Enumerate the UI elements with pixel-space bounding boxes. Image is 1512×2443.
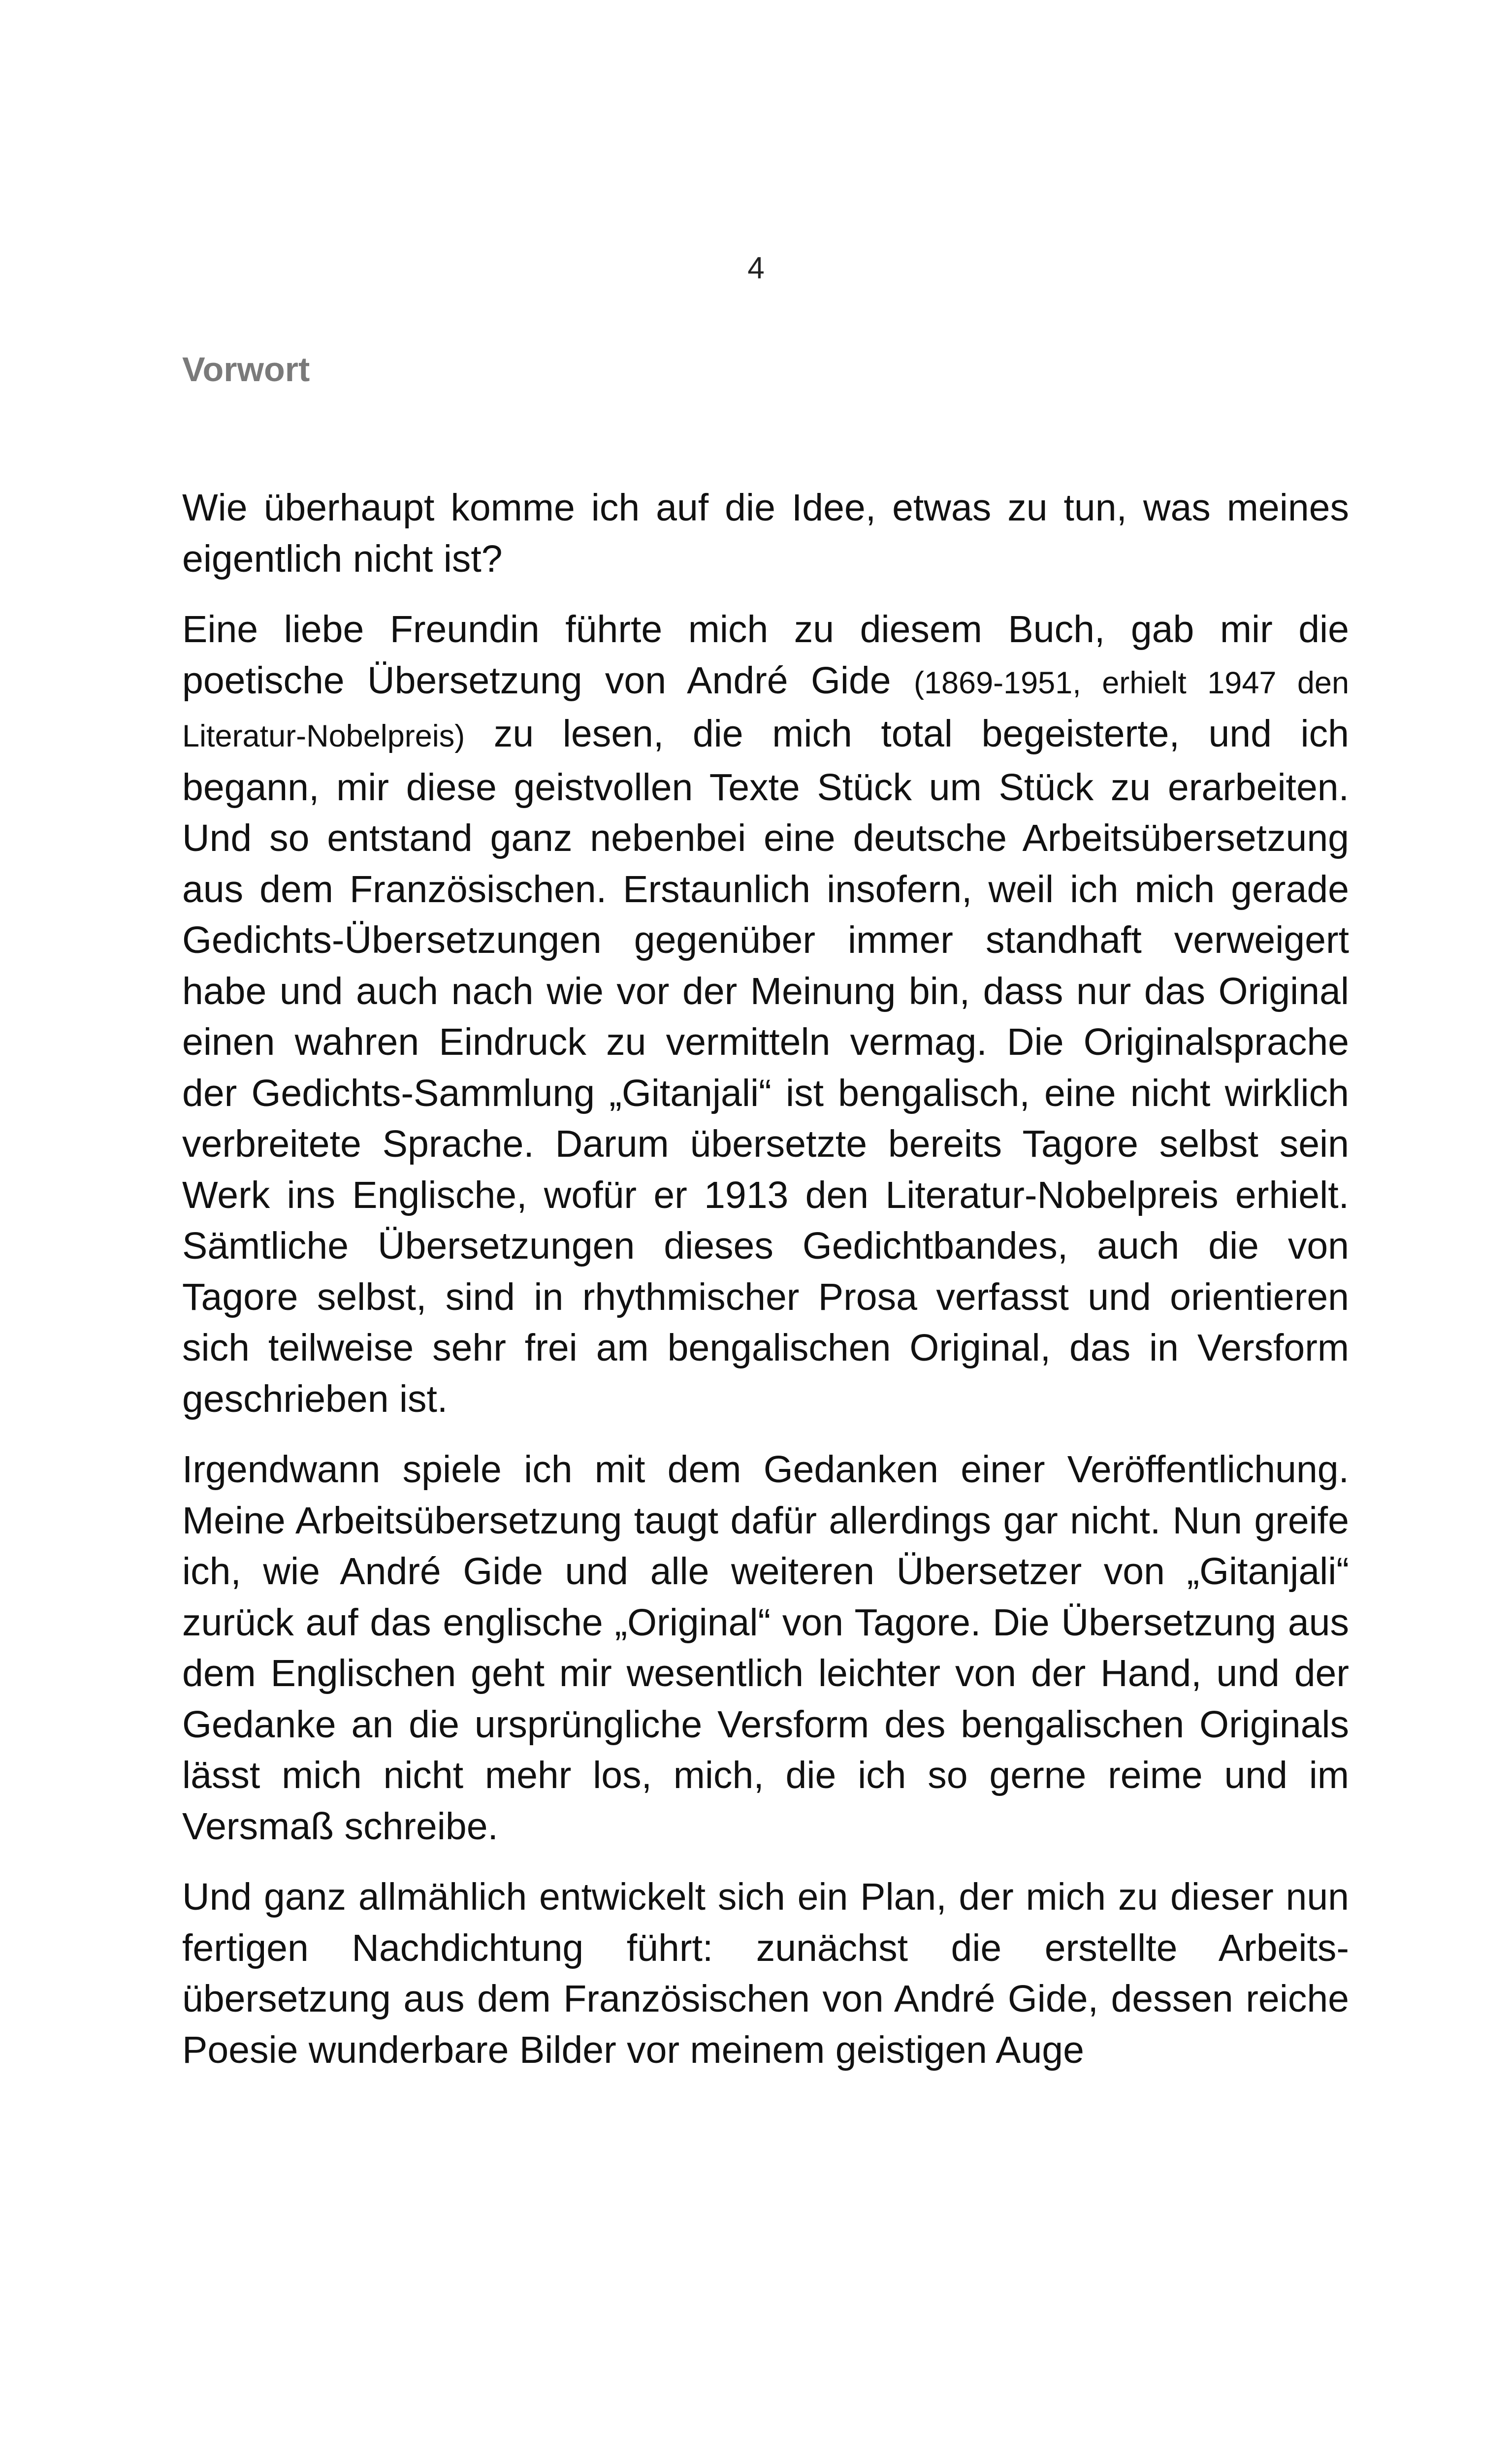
paragraph-2-text-a: Eine liebe Freundin führte mich zu diesem Buch, gab mir die poetische Übersetzung von André Gide <box>182 608 1349 702</box>
paragraph-2 <box>182 604 1349 1425</box>
paragraph-3: Irgendwann spiele ich mit dem Gedanken einer Veröffentlichung. Meine Arbeitsübersetzung taugt dafür allerdings gar nicht. Nun greife ich, wie André Gide und alle weiteren Übersetzer von „Gitanjali“ zurück auf das englische „Original“ von Tagore. Die Übersetzung aus dem Englischen geht mir wesentlich leichter von der Hand, und der Gedanke an die ursprüngliche Versform des bengalischen Originals lässt mich nicht mehr los, mich, die ich so gerne reime und im Versmaß schreibe. <box>182 1448 1349 1848</box>
paragraph-2-parenthetical: (1869-1951, erhielt 1947 den Literatur-Nobelpreis) <box>182 665 1349 753</box>
page-number: 4 <box>747 251 765 285</box>
paragraph-1: Wie überhaupt komme ich auf die Idee, etwas zu tun, was meines eigentlich nicht ist? <box>182 487 1349 580</box>
paragraph-2-text-b: zu lesen, die mich total begeisterte, und ich begann, mir diese geistvollen Texte Stück um Stück zu erarbeiten. Und so entstand ganz nebenbei eine deutsche Arbeitsübersetzung aus dem Französischen. Erstaunlich insofern, weil ich mich gerade Gedichts-Übersetzungen gegenüber immer standhaft verweigert habe und auch nach wie vor der Meinung bin, dass nur das Original einen wahren Eindruck zu vermitteln vermag. Die Originalsprache der Gedichts-Sammlung „Gitanjali“ ist bengalisch, eine nicht wirklich verbreitete Sprache. Darum übersetzte bereits Tagore selbst sein Werk ins Englische, wofür er 1913 den Literatur-Nobelpreis erhielt. Sämtliche Übersetzungen dieses Gedichtbandes, auch die von Tagore selbst, sind in rhythmischer Prosa verfasst und orientieren sich teilweise sehr frei am bengalischen Original, das in Versform geschrieben ist. <box>182 713 1349 1420</box>
body-text <box>182 483 1349 2095</box>
section-heading: Vorwort <box>182 350 310 389</box>
paragraph-4: Und ganz allmählich entwickelt sich ein Plan, der mich zu dieser nun fertigen Nachdichtung führt: zunächst die erstellte Arbeitsübersetzung aus dem Französischen von André Gide, dessen reiche Poesie wunderbare Bilder vor meinem geistigen Auge <box>182 1876 1349 2071</box>
